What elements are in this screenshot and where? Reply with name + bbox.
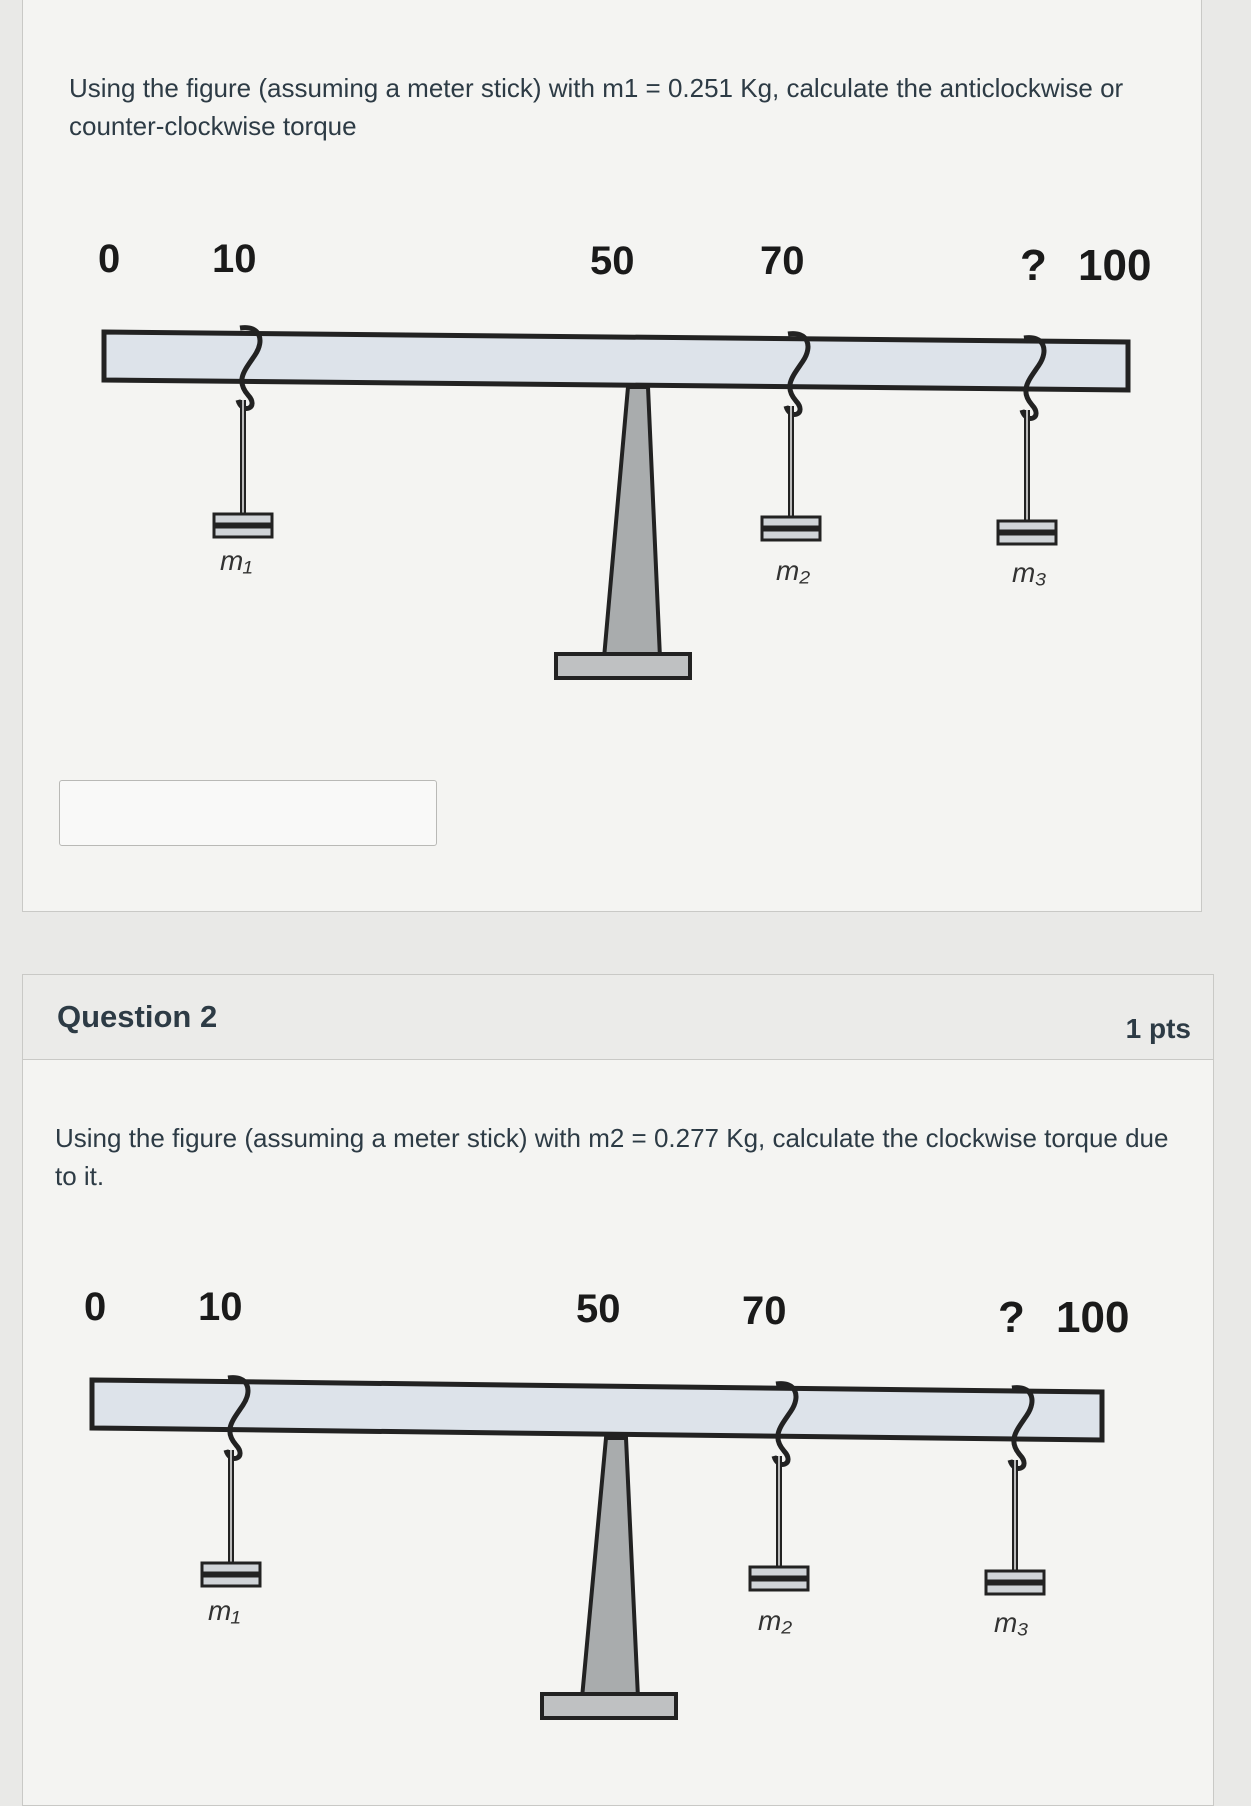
question-2-text: Using the figure (assuming a meter stick) with m2 = 0.277 Kg, calculate the clockwise torque due to it. <box>55 1123 1169 1191</box>
scale-label-0: 0 <box>84 1285 107 1329</box>
scale-label-100: 100 <box>1078 241 1152 290</box>
scale-label-0: 0 <box>98 237 121 281</box>
mass-label-m1: m₁ <box>220 545 253 576</box>
answer-input[interactable] <box>59 780 437 846</box>
mass-label-m2: m₂ <box>758 1605 793 1636</box>
lever-figure-1 <box>60 230 1180 690</box>
scale-label-10: 10 <box>198 1285 243 1329</box>
meter-stick <box>104 332 1128 390</box>
scale-label-unknown: ? <box>998 1293 1025 1342</box>
mass-label-m3: m₃ <box>994 1607 1029 1638</box>
fulcrum <box>604 387 660 658</box>
scale-label-50: 50 <box>590 239 635 283</box>
question-2-points: 1 pts <box>1125 1013 1191 1044</box>
mass-label-m2: m₂ <box>776 555 811 586</box>
scale-label-70: 70 <box>742 1289 787 1333</box>
lever-figure-2 <box>46 1278 1166 1738</box>
question-1-text: Using the figure (assuming a meter stick) with m1 = 0.251 Kg, calculate the anticlockwise or counter-clockwise torque <box>69 73 1124 141</box>
question-2-title: Question 2 <box>57 999 218 1034</box>
question-2-header <box>23 975 1213 1060</box>
meter-stick <box>92 1380 1102 1440</box>
fulcrum-base <box>556 654 690 678</box>
scale-label-unknown: ? <box>1020 241 1047 290</box>
scale-label-100: 100 <box>1056 1293 1130 1342</box>
scale-label-50: 50 <box>576 1287 621 1331</box>
fulcrum <box>582 1438 638 1698</box>
scale-label-70: 70 <box>760 239 805 283</box>
scale-label-10: 10 <box>212 237 257 281</box>
mass-label-m1: m₁ <box>208 1595 241 1626</box>
fulcrum-base <box>542 1694 676 1718</box>
mass-label-m3: m₃ <box>1012 557 1047 588</box>
